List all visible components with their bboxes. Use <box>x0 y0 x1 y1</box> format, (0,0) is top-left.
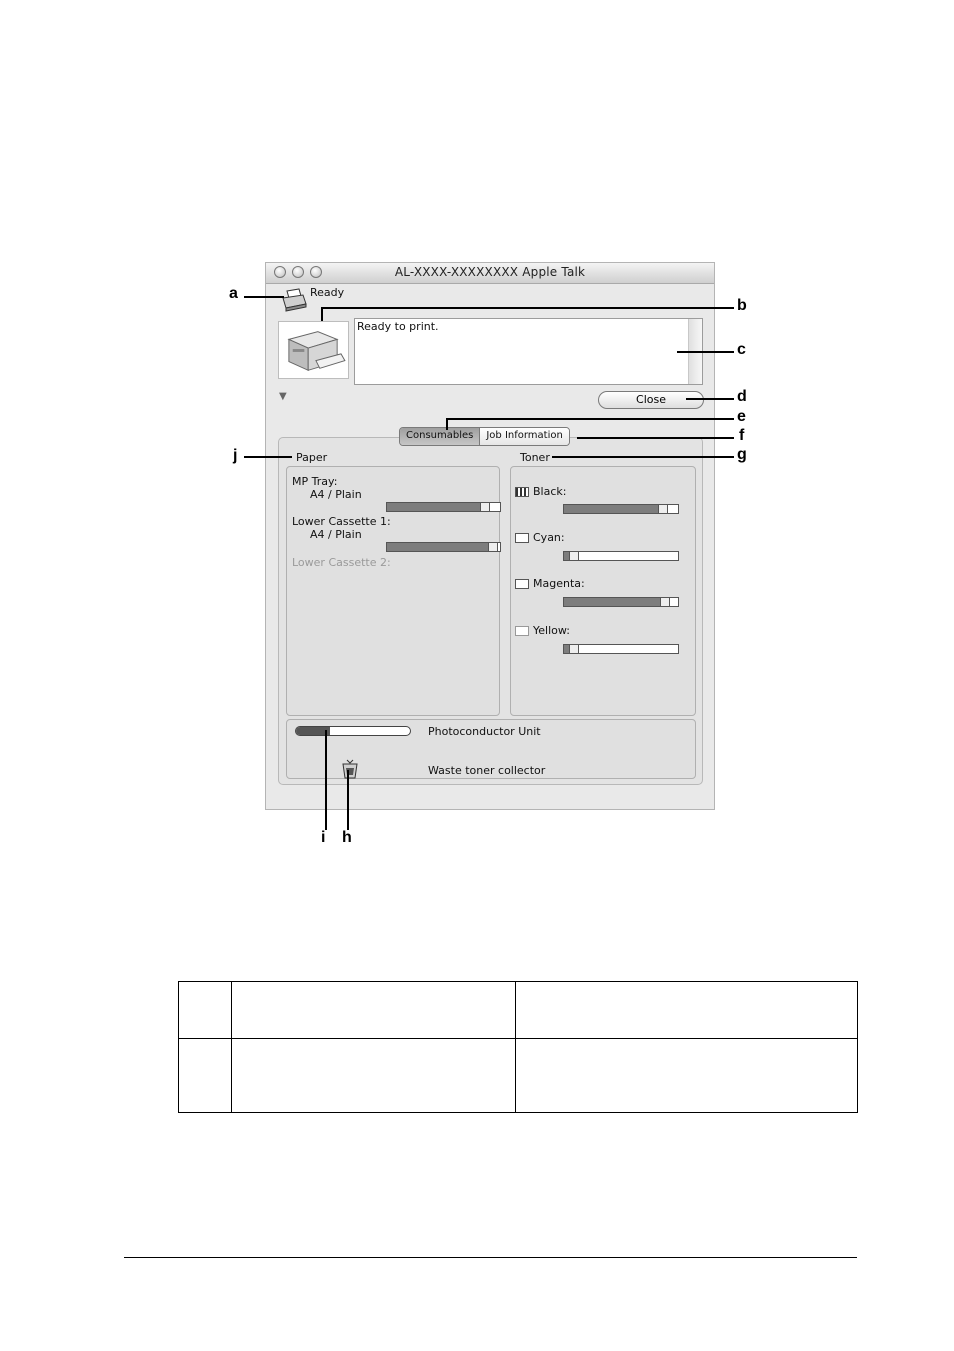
callout-b-drop <box>321 307 323 321</box>
table-cell <box>179 982 232 1039</box>
toner-cartridge-icon <box>515 487 529 497</box>
title-bar[interactable] <box>266 263 714 284</box>
toner-cartridge-icon <box>515 579 529 589</box>
mp-tray-level-bar <box>386 502 501 512</box>
footer-rule <box>124 1257 857 1258</box>
toner-yellow-bar <box>563 644 679 654</box>
toner-cyan-bar <box>563 551 679 561</box>
table-cell <box>232 1039 516 1113</box>
lower-cassette-2-label: Lower Cassette 2: <box>292 556 391 569</box>
status-message-box <box>354 318 703 385</box>
callout-j-line <box>244 456 292 458</box>
table-cell <box>232 982 516 1039</box>
toner-cyan-label: Cyan: <box>533 531 565 544</box>
toner-yellow-label: Yellow: <box>533 624 570 637</box>
toner-group <box>510 466 696 716</box>
waste-toner-icon <box>339 758 361 780</box>
callout-d: d <box>737 388 747 405</box>
window-title: AL-XXXX-XXXXXXXX Apple Talk <box>394 265 586 279</box>
callout-j: j <box>233 447 238 464</box>
toner-black-label: Black: <box>533 485 567 498</box>
status-text: Ready <box>310 286 345 299</box>
callout-h-line <box>347 770 349 830</box>
table-cell <box>516 1039 858 1113</box>
callout-e-drop <box>446 418 448 430</box>
callout-g-line <box>552 456 734 458</box>
tab-consumables[interactable]: Consumables <box>400 428 480 445</box>
lower-cassette-1-detail: A4 / Plain <box>310 528 362 541</box>
disclosure-triangle-icon[interactable]: ▼ <box>279 391 287 402</box>
mp-tray-detail: A4 / Plain <box>310 488 362 501</box>
photoconductor-label: Photoconductor Unit <box>428 725 541 738</box>
table-cell <box>516 982 858 1039</box>
photoconductor-level-bar <box>295 726 411 736</box>
status-message: Ready to print. <box>357 320 439 333</box>
tab-job-information[interactable]: Job Information <box>480 428 568 445</box>
table-cell <box>179 1039 232 1113</box>
callout-f: f <box>739 427 745 444</box>
toner-black-bar <box>563 504 679 514</box>
callout-g: g <box>737 446 747 463</box>
toner-magenta-label: Magenta: <box>533 577 585 590</box>
reference-table <box>178 981 858 1113</box>
callout-a-line <box>244 296 284 298</box>
callout-f-line <box>577 437 734 439</box>
toner-cartridge-icon <box>515 533 529 543</box>
toner-magenta-bar <box>563 597 679 607</box>
callout-a: a <box>229 285 238 302</box>
callout-d-line <box>686 398 734 400</box>
printer-status-window <box>265 262 715 810</box>
callout-c-line <box>677 351 734 353</box>
callout-b-line <box>321 307 734 309</box>
callout-e: e <box>737 408 746 425</box>
paper-heading: Paper <box>296 451 328 464</box>
waste-toner-label: Waste toner collector <box>428 764 546 777</box>
callout-e-line <box>446 418 734 420</box>
mp-tray-label: MP Tray: <box>292 475 338 488</box>
printer-image <box>278 321 349 379</box>
close-button[interactable]: Close <box>598 391 704 409</box>
callout-i: i <box>321 829 326 846</box>
tab-bar <box>399 427 570 446</box>
lower-cassette-1-level-bar <box>386 542 501 552</box>
callout-b: b <box>737 297 747 314</box>
callout-c: c <box>737 341 746 358</box>
consumables-panel <box>278 437 703 785</box>
toner-heading: Toner <box>520 451 550 464</box>
callout-h: h <box>342 829 352 846</box>
printer-status-icon <box>280 287 308 313</box>
callout-i-line <box>325 730 327 830</box>
paper-group <box>286 466 500 716</box>
lower-cassette-1-label: Lower Cassette 1: <box>292 515 391 528</box>
toner-cartridge-icon <box>515 626 529 636</box>
